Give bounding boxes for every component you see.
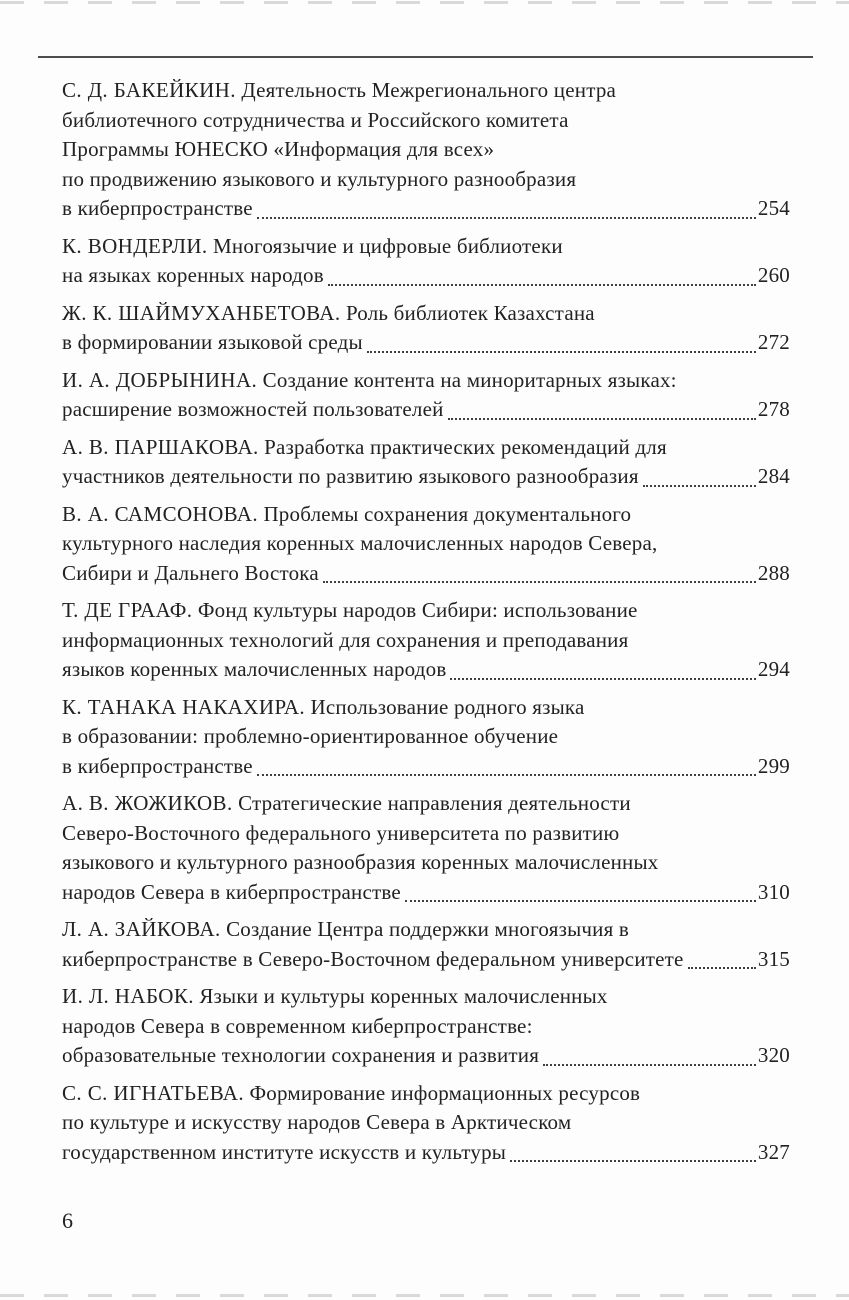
toc-entry-title-text: Создание Центра поддержки многоязычия в (226, 917, 629, 941)
dot-leader (257, 217, 756, 219)
dot-leader (448, 418, 756, 420)
toc-entry-page-ref: 294 (757, 657, 790, 681)
toc-entry-title-text: образовательные технологии сохранения и развития (62, 1043, 540, 1067)
dot-leader (543, 1064, 756, 1066)
dot-leader (450, 678, 755, 680)
toc-entry-page-ref: 299 (757, 753, 790, 778)
toc-entry (62, 915, 790, 974)
toc-entry-page-ref: 320 (757, 1043, 790, 1067)
toc-entry-title-text: Создание контента на миноритарных языках: (262, 367, 677, 392)
page-bottom-edge-artifact (0, 1294, 849, 1297)
toc-entry-line: Программы ЮНЕСКО «Информация для всех» (62, 137, 495, 161)
dot-leader (643, 485, 756, 487)
toc-entry-author: И. Л. НАБОК. (62, 984, 194, 1008)
toc-entry-page-ref: 315 (757, 946, 790, 971)
toc-entry-title-text: киберпространстве в Северо-Восточном федеральном университете (62, 946, 684, 971)
page-top-edge-artifact (0, 1, 849, 4)
toc-entry (62, 433, 790, 492)
dot-leader (328, 284, 756, 286)
toc-entry-title-text: в киберпространстве (62, 753, 253, 778)
dot-leader (257, 774, 756, 776)
toc-entry-line: языкового и культурного разнообразия коренных малочисленных (62, 850, 659, 874)
toc-entry-line (62, 232, 790, 262)
toc-entry-title-text: Формирование информационных ресурсов (249, 1080, 641, 1105)
toc-entry-title-text: в киберпространстве (62, 196, 253, 220)
toc-entry-title-text: в формировании языковой среды (62, 330, 363, 354)
toc-entry-title-text: Стратегические направления деятельности (238, 791, 631, 815)
toc-entry-line (62, 878, 790, 908)
toc-entry-line (62, 693, 790, 723)
toc-entry (62, 596, 790, 685)
toc-entry-line (62, 194, 790, 224)
toc-entry (62, 1079, 790, 1168)
toc-entry-author: А. В. ЖОЖИКОВ. (62, 791, 233, 815)
toc-entry-line (62, 1079, 790, 1109)
toc-entry-author: Т. ДЕ ГРААФ. (62, 598, 193, 622)
toc-entry-page-ref: 310 (757, 879, 790, 904)
toc-entry-line (62, 261, 790, 291)
toc-entry (62, 982, 790, 1071)
toc-entry-title-text: языков коренных малочисленных народов (62, 657, 447, 681)
toc-entry-line: культурного наследия коренных малочисленных народов Севера, (62, 531, 658, 555)
dot-leader (405, 900, 756, 902)
toc-entry-line: библиотечного сотрудничества и Российского комитета (62, 107, 569, 132)
header-rule (38, 56, 813, 58)
toc-entry-line (62, 366, 790, 396)
toc-entry-line (62, 500, 790, 530)
toc-entry-author: С. Д. БАКЕЙКИН. (62, 78, 236, 102)
toc-entry-page-ref: 288 (757, 560, 790, 585)
toc-entry-author: Л. А. ЗАЙКОВА. (62, 917, 221, 941)
toc-entry-title-text: участников деятельности по развитию языкового разнообразия (62, 464, 639, 488)
toc-entry-page-ref: 254 (757, 196, 790, 220)
dot-leader (323, 581, 756, 583)
toc-entry-author: К. ТАНАКА НАКАХИРА. (62, 694, 306, 719)
toc-entry (62, 299, 790, 358)
toc-entry-author: Ж. К. ШАЙМУХАНБЕТОВА. (62, 300, 341, 325)
toc-entry-page-ref: 284 (757, 464, 790, 488)
toc-entry-line (62, 433, 790, 463)
toc-entry-author: И. А. ДОБРЫНИНА. (62, 367, 258, 392)
toc-entry-line (62, 596, 790, 626)
toc-entry-author: А. В. ПАРШАКОВА. (62, 434, 259, 459)
toc-entry (62, 76, 790, 224)
toc-entry-line (62, 395, 790, 425)
toc-entry-title-text: народов Севера в киберпространстве (62, 879, 401, 904)
toc-entry-line: народов Севера в современном киберпространстве: (62, 1013, 533, 1038)
toc-entry-title-text: Фонд культуры народов Сибири: использование (197, 598, 638, 622)
toc-entry (62, 500, 790, 589)
toc-entry-page-ref: 272 (757, 330, 790, 354)
toc-entry (62, 232, 790, 291)
toc-entry-line (62, 655, 790, 685)
toc-entry-title-text: расширение возможностей пользователей (62, 397, 444, 421)
toc-entry-line (62, 462, 790, 492)
toc-entry-line (62, 945, 790, 975)
toc-entry-line (62, 559, 790, 589)
toc-entry-title-text: Использование родного языка (310, 694, 585, 719)
toc-entry-line (62, 752, 790, 782)
toc-entry-author: В. А. САМСОНОВА. (62, 501, 258, 526)
page-number: 6 (62, 1208, 73, 1233)
toc-entry-line: Северо-Восточного федерального университета по развитию (62, 820, 620, 845)
toc-entry-title-text: на языках коренных народов (62, 263, 324, 287)
toc-entry-line (62, 982, 790, 1012)
toc-entry-line (62, 328, 790, 358)
toc-entry-line (62, 915, 790, 945)
toc-entry-line: по продвижению языкового и культурного разнообразия (62, 166, 577, 191)
toc-entry-line: в образовании: проблемно-ориентированное обучение (62, 724, 559, 748)
toc-entry-title-text: Многоязычие и цифровые библиотеки (213, 233, 563, 258)
toc-entry-title-text: Проблемы сохранения документального (263, 501, 632, 526)
table-of-contents (62, 76, 790, 1175)
toc-entry-title-text: Языки и культуры коренных малочисленных (199, 984, 608, 1008)
toc-entry (62, 366, 790, 425)
toc-entry-author: С. С. ИГНАТЬЕВА. (62, 1080, 245, 1105)
toc-entry-title-text: Разработка практических рекомендаций для (264, 434, 667, 459)
toc-entry-title-text: Сибири и Дальнего Востока (62, 560, 319, 585)
toc-entry-page-ref: 278 (757, 397, 790, 421)
toc-entry-line (62, 1138, 790, 1168)
toc-entry (62, 789, 790, 907)
toc-entry-line: по культуре и искусству народов Севера в Арктическом (62, 1110, 572, 1134)
toc-entry-title-text: государственном институте искусств и культуры (62, 1139, 507, 1164)
toc-entry-line (62, 76, 790, 106)
toc-entry-title-text: Деятельность Межрегионального центра (241, 78, 617, 102)
toc-entry-line (62, 789, 790, 819)
toc-entry-author: К. ВОНДЕРЛИ. (62, 233, 208, 258)
toc-entry-line: информационных технологий для сохранения и преподавания (62, 627, 629, 652)
toc-entry (62, 693, 790, 782)
toc-entry-line (62, 1041, 790, 1071)
dot-leader (510, 1160, 756, 1162)
toc-entry-line (62, 299, 790, 329)
dot-leader (688, 967, 756, 969)
toc-entry-page-ref: 327 (757, 1139, 790, 1164)
toc-entry-title-text: Роль библиотек Казахстана (345, 300, 595, 325)
dot-leader (367, 351, 756, 353)
toc-entry-page-ref: 260 (757, 263, 790, 287)
